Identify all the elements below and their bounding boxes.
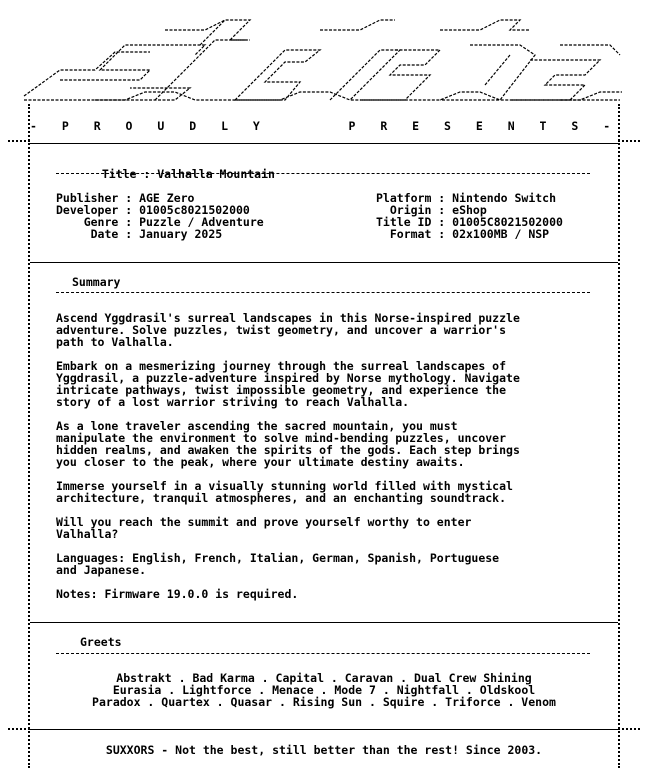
summary-line: Yggdrasil, a puzzle-adventure inspired by Norse mythology. Navigate — [56, 371, 520, 385]
summary-underline — [56, 292, 590, 293]
summary-line: and Japanese. — [56, 563, 147, 577]
info-publisher: Publisher : AGE Zero — [56, 191, 195, 205]
summary-line: architecture, tranquil atmospheres, and an enchanting soundtrack. — [56, 491, 507, 505]
title-value: Valhalla Mountain — [157, 167, 275, 181]
frame-top-left-dots — [8, 140, 30, 142]
summary-line: adventure. Solve puzzles, twist geometry, and uncover a warrior's — [56, 323, 507, 337]
info-origin: Origin : eShop — [376, 203, 487, 217]
greets-heading: Greets — [80, 635, 122, 649]
divider-2 — [30, 262, 618, 263]
summary-line: manipulate the environment to solve mind-bending puzzles, uncover — [56, 431, 507, 445]
info-title-id: Title ID : 01005C8021502000 — [376, 215, 563, 229]
logo-art-icon — [0, 0, 648, 112]
summary-line: you closer to the peak, where your ultimate destiny awaits. — [56, 455, 465, 469]
banner-text: - P R O U D L Y P R E S E N T S - — [30, 119, 620, 133]
suxxors-ascii-logo — [0, 0, 648, 112]
greets-underline — [56, 653, 590, 654]
summary-line: As a lone traveler ascending the sacred mountain, you must — [56, 419, 458, 433]
greets-line: Eurasia . Lightforce . Menace . Mode 7 . Nightfall . Oldskool — [112, 683, 536, 697]
frame-top-right-dots — [618, 140, 640, 142]
footer-text: SUXXORS - Not the best, still better than the rest! Since 2003. — [105, 743, 543, 757]
summary-line: hidden realms, and awaken the spirits of the gods. Each step brings — [56, 443, 520, 457]
summary-line: intricate pathways, twist impossible geometry, and experience the — [56, 383, 507, 397]
summary-line: Notes: Firmware 19.0.0 is required. — [56, 587, 299, 601]
summary-line: story of a lost warrior striving to reach Valhalla. — [56, 395, 410, 409]
summary-heading: Summary — [72, 275, 121, 289]
info-date: Date : January 2025 — [56, 227, 223, 241]
divider-4 — [30, 729, 618, 730]
info-developer: Developer : 01005c8021502000 — [56, 203, 250, 217]
summary-line: Ascend Yggdrasil's surreal landscapes in this Norse-inspired puzzle — [56, 311, 520, 325]
title-row — [88, 156, 275, 180]
divider-1 — [30, 143, 618, 144]
frame-bottom-right-dots — [618, 728, 640, 730]
summary-line: Embark on a mesmerizing journey through the surreal landscapes of — [56, 359, 507, 373]
greets-line: Paradox . Quartex . Quasar . Rising Sun . Squire . Triforce . Venom — [92, 695, 556, 709]
summary-line: Will you reach the summit and prove yourself worthy to enter — [56, 515, 472, 529]
title-underline — [56, 173, 590, 174]
greets-line: Abstrakt . Bad Karma . Capital . Caravan . Dual Crew Shining — [116, 671, 532, 685]
summary-line: Languages: English, French, Italian, German, Spanish, Portuguese — [56, 551, 500, 565]
info-format: Format : 02x100MB / NSP — [376, 227, 550, 241]
summary-line: Immerse yourself in a visually stunning world filled with mystical — [56, 479, 513, 493]
info-platform: Platform : Nintendo Switch — [376, 191, 557, 205]
divider-3 — [30, 622, 618, 623]
frame-bottom-left-dots — [8, 728, 30, 730]
summary-line: Valhalla? — [56, 527, 119, 541]
info-genre: Genre : Puzzle / Adventure — [56, 215, 264, 229]
frame-left-border — [28, 104, 30, 768]
frame-right-border — [618, 104, 620, 768]
title-label: Title : — [101, 167, 158, 181]
summary-line: path to Valhalla. — [56, 335, 174, 349]
